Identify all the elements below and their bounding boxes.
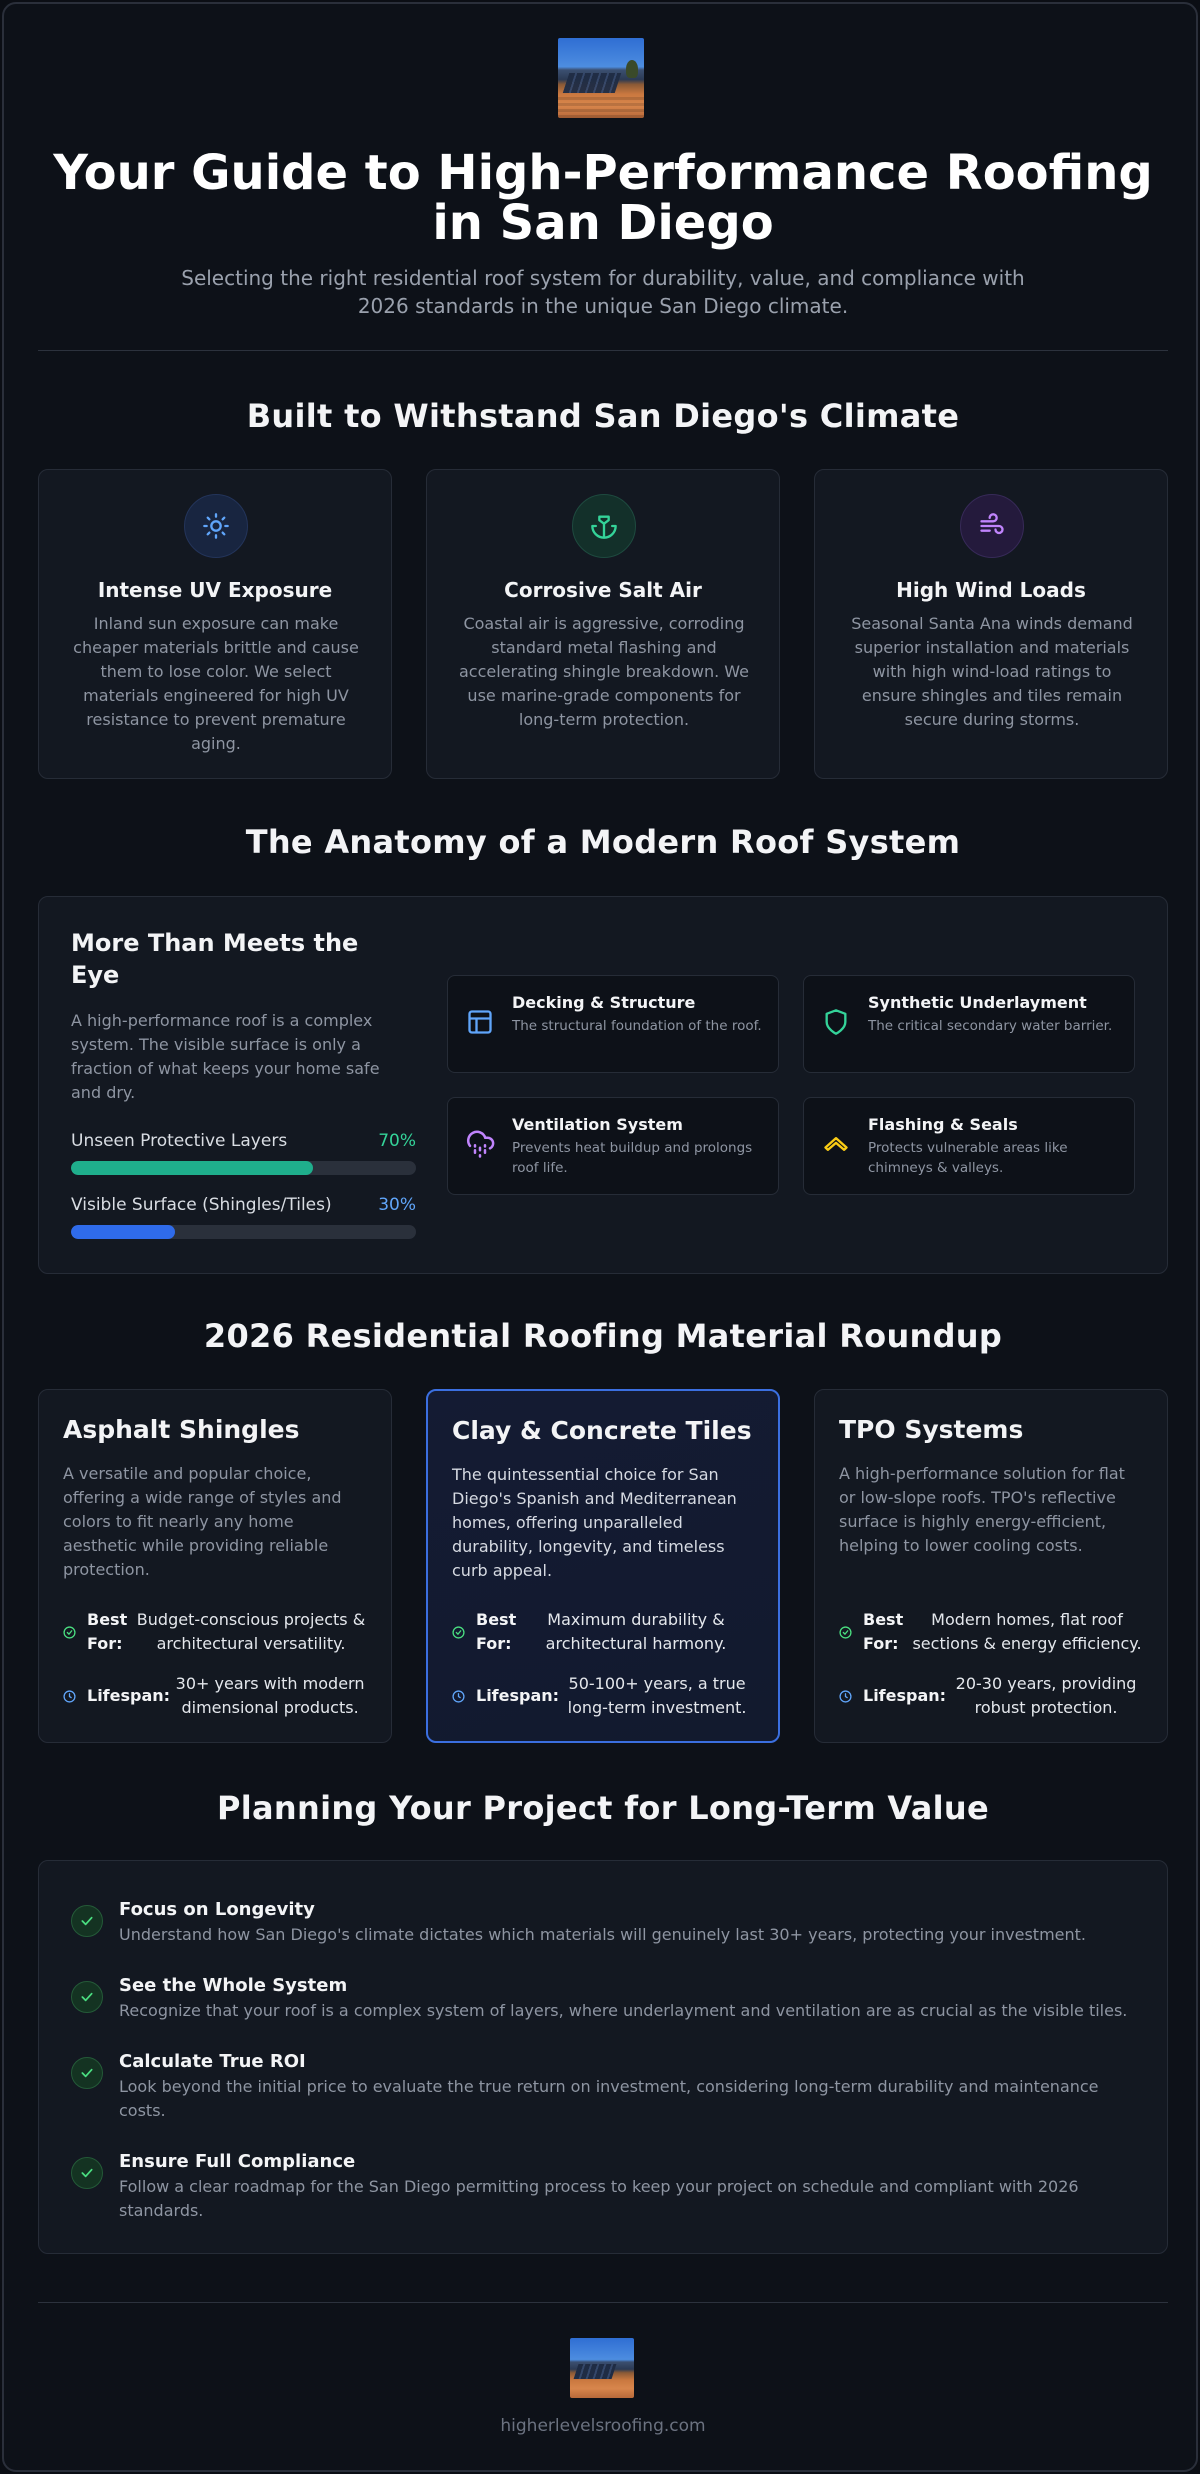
footer-site-link[interactable]: higherlevelsroofing.com <box>500 2416 706 2436</box>
step-title: Focus on Longevity <box>119 1899 315 1920</box>
progress-track <box>71 1161 416 1175</box>
page-frame <box>2 2 1198 2472</box>
climate-card-uv <box>38 469 392 779</box>
climate-card-salt <box>426 469 780 779</box>
material-card-tiles <box>426 1389 780 1743</box>
climate-card-title: Intense UV Exposure <box>97 578 333 602</box>
check-icon <box>71 1981 103 2013</box>
sun-icon <box>184 494 248 558</box>
progress-unseen-layers <box>71 1129 416 1153</box>
lifespan-row <box>452 1672 764 1720</box>
shield-icon <box>820 1006 852 1038</box>
anchor-icon <box>572 494 636 558</box>
material-card-asphalt <box>38 1389 392 1743</box>
progress-fill <box>71 1225 175 1239</box>
material-description: A versatile and popular choice, offering a wide range of styles and colors to fit nearly any home aesthetic while providing reliable protection. <box>63 1464 342 1579</box>
best-for-value: Modern homes, flat roof sections & energy efficiency. <box>912 1610 1142 1653</box>
progress-track <box>71 1225 416 1239</box>
material-description: A high-performance solution for flat or low-slope roofs. TPO's reflective surface is highly energy-efficient, helping to lower cooling costs. <box>839 1464 1125 1555</box>
layer-ventilation <box>447 1097 779 1195</box>
anatomy-panel <box>38 896 1168 1274</box>
progress-percent: 30% <box>378 1195 416 1215</box>
lifespan-value: 50-100+ years, a true long-term investment. <box>567 1674 747 1717</box>
page-title: Your Guide to High-Performance Roofing in San Diego <box>53 145 1153 251</box>
progress-fill <box>71 1161 313 1175</box>
climate-card-wind <box>814 469 1168 779</box>
layer-title: Ventilation System <box>512 1115 683 1134</box>
step-text: Understand how San Diego's climate dictates which materials will genuinely last 30+ years, protecting your investment. <box>119 1925 1086 1944</box>
climate-heading: Built to Withstand San Diego's Climate <box>246 397 960 435</box>
progress-percent: 70% <box>378 1131 416 1151</box>
step-title: Calculate True ROI <box>119 2051 306 2072</box>
layer-text: The structural foundation of the roof. <box>512 1018 762 1034</box>
layer-flashing <box>803 1097 1135 1195</box>
progress-visible-surface <box>71 1193 416 1217</box>
layer-text: Protects vulnerable areas like chimneys & valleys. <box>868 1140 1068 1176</box>
best-for-row <box>63 1608 375 1656</box>
check-icon <box>71 2157 103 2189</box>
layer-underlayment <box>803 975 1135 1073</box>
lifespan-label: Lifespan: <box>87 1686 171 1705</box>
step-text: Follow a clear roadmap for the San Diego permitting process to keep your project on schedule and compliant with 2026 standards. <box>119 2177 1079 2220</box>
check-circle-icon <box>63 1626 77 1639</box>
climate-card-title: High Wind Loads <box>896 578 1086 602</box>
best-for-value: Budget-conscious projects & architectural versatility. <box>136 1610 366 1653</box>
lifespan-value: 20-30 years, providing robust protection. <box>955 1674 1137 1717</box>
material-card-tpo <box>814 1389 1168 1743</box>
best-for-label: Best For: <box>87 1610 128 1653</box>
step-title: Ensure Full Compliance <box>119 2151 356 2172</box>
climate-card-text: Seasonal Santa Ana winds demand superior installation and materials with high wind-load ratings to ensure shingles and tiles remain secure during storms. <box>851 614 1133 729</box>
layer-title: Flashing & Seals <box>868 1115 1018 1134</box>
progress-label: Unseen Protective Layers <box>71 1131 288 1151</box>
climate-card-text: Inland sun exposure can make cheaper materials brittle and cause them to lose color. We select materials engineered for high UV resistance to prevent premature aging. <box>73 614 359 753</box>
check-circle-icon <box>452 1626 466 1639</box>
lifespan-label: Lifespan: <box>863 1686 947 1705</box>
best-for-label: Best For: <box>476 1610 517 1653</box>
climate-card-text: Coastal air is aggressive, corroding standard metal flashing and accelerating shingle breakdown. We use marine-grade components for long-term protection. <box>459 614 749 729</box>
lifespan-row <box>63 1672 375 1720</box>
layer-decking <box>447 975 779 1073</box>
anatomy-lead: A high-performance roof is a complex system. The visible surface is only a fraction of what keeps your home safe and dry. <box>71 1011 380 1102</box>
material-title: TPO Systems <box>839 1415 1024 1444</box>
layer-title: Decking & Structure <box>512 993 696 1012</box>
step-title: See the Whole System <box>119 1975 348 1996</box>
lifespan-label: Lifespan: <box>476 1686 560 1705</box>
material-title: Clay & Concrete Tiles <box>452 1416 752 1445</box>
anatomy-subheading: More Than Meets the Eye <box>71 929 359 989</box>
check-circle-icon <box>839 1626 853 1639</box>
step-text: Look beyond the initial price to evaluate the true return on investment, considering long-term durability and maintenance costs. <box>119 2077 1099 2120</box>
progress-label: Visible Surface (Shingles/Tiles) <box>71 1195 332 1215</box>
page-subtitle: Selecting the right residential roof system for durability, value, and compliance with 2026 standards in the unique San Diego climate. <box>181 266 1025 318</box>
material-title: Asphalt Shingles <box>63 1415 300 1444</box>
check-icon <box>71 2057 103 2089</box>
divider <box>38 350 1168 351</box>
lifespan-row <box>839 1672 1151 1720</box>
chevron-up-icon <box>820 1128 852 1160</box>
check-icon <box>71 1905 103 1937</box>
planning-panel <box>38 1860 1168 2254</box>
anatomy-heading: The Anatomy of a Modern Roof System <box>245 823 961 861</box>
hero-roof-image <box>558 38 644 118</box>
clock-icon <box>63 1690 77 1703</box>
clock-icon <box>452 1690 466 1703</box>
layout-icon <box>464 1006 496 1038</box>
wind-icon <box>960 494 1024 558</box>
material-description: The quintessential choice for San Diego's Spanish and Mediterranean homes, offering unparalleled durability, longevity, and timeless curb appeal. <box>452 1465 737 1580</box>
layer-text: The critical secondary water barrier. <box>868 1018 1113 1034</box>
layer-title: Synthetic Underlayment <box>868 993 1087 1012</box>
best-for-row <box>839 1608 1151 1656</box>
layer-text: Prevents heat buildup and prolongs roof life. <box>512 1140 753 1176</box>
lifespan-value: 30+ years with modern dimensional products. <box>175 1674 365 1717</box>
footer-logo-image <box>570 2338 634 2398</box>
best-for-label: Best For: <box>863 1610 904 1653</box>
clock-icon <box>839 1690 853 1703</box>
best-for-row <box>452 1608 764 1656</box>
materials-heading: 2026 Residential Roofing Material Roundup <box>203 1317 1003 1355</box>
step-text: Recognize that your roof is a complex system of layers, where underlayment and ventilation are as crucial as the visible tiles. <box>119 2001 1128 2020</box>
climate-card-title: Corrosive Salt Air <box>504 578 702 602</box>
best-for-value: Maximum durability & architectural harmony. <box>545 1610 727 1653</box>
cloud-drizzle-icon <box>464 1128 496 1160</box>
planning-heading: Planning Your Project for Long-Term Value <box>217 1789 989 1827</box>
footer-divider <box>38 2302 1168 2303</box>
